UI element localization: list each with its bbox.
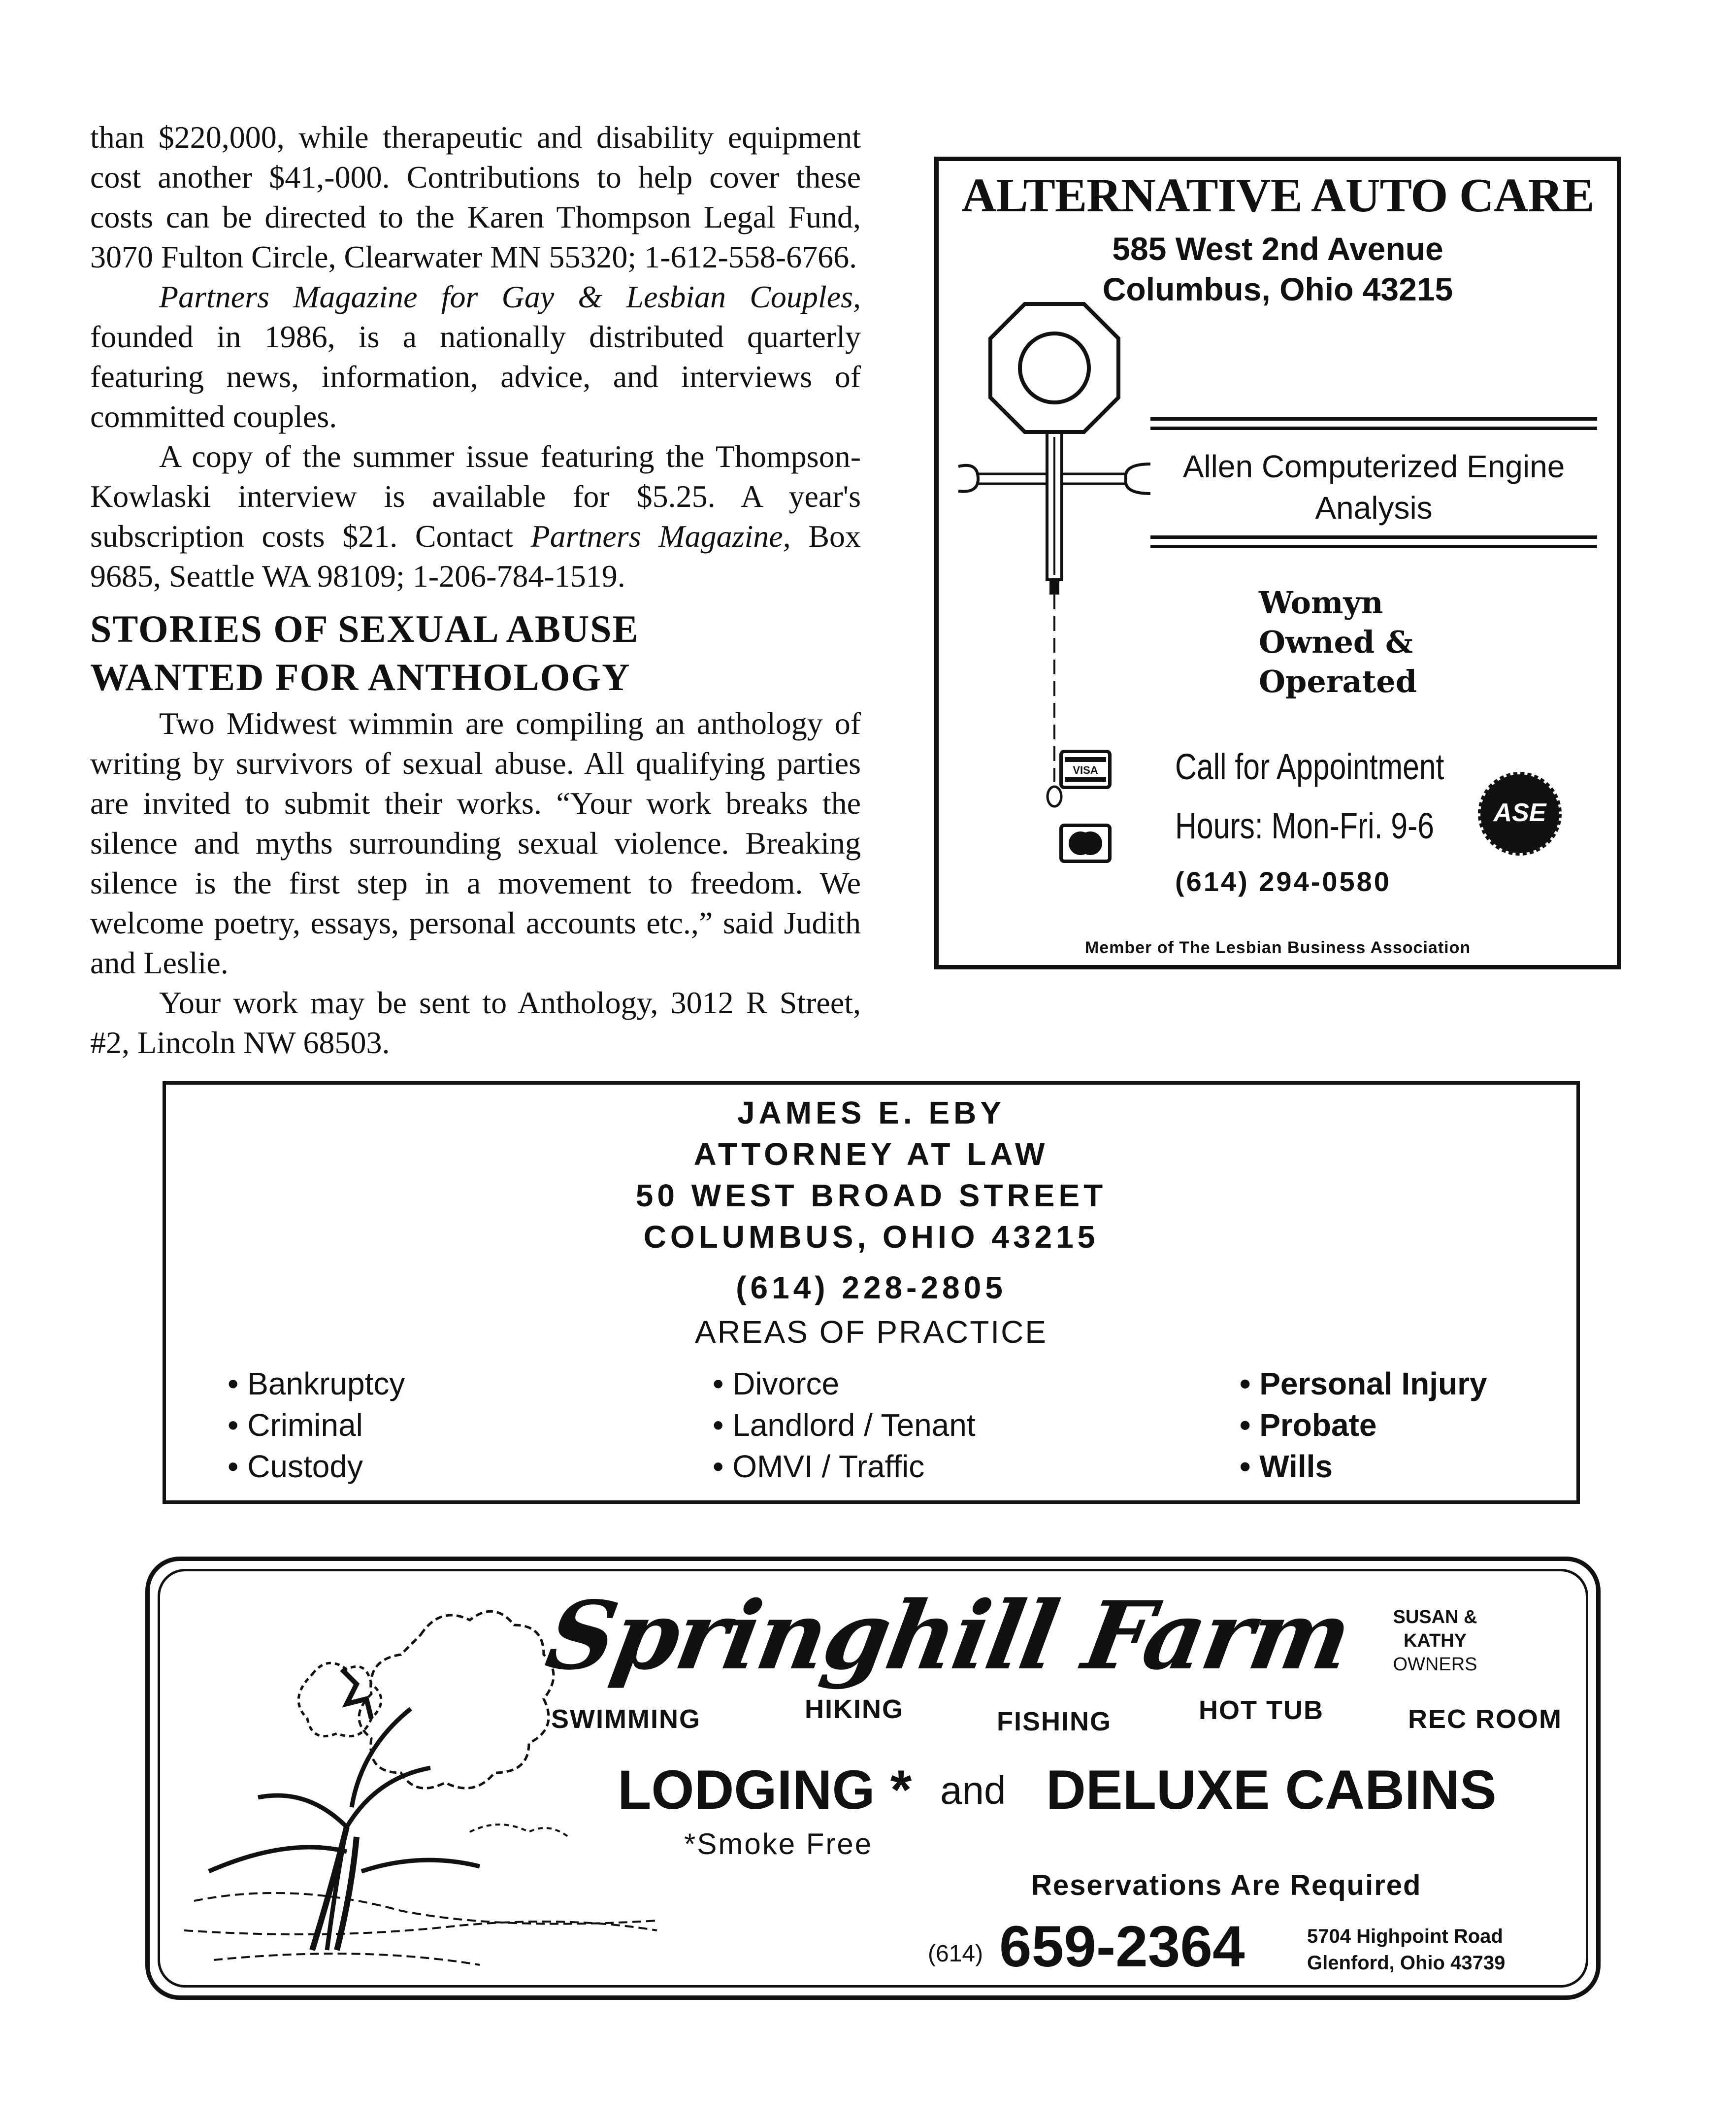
- owner-names: SUSAN & KATHY: [1393, 1607, 1477, 1651]
- headline-line: WANTED FOR ANTHOLOGY: [90, 656, 631, 698]
- farm-owners: [1371, 1605, 1499, 1676]
- divider-rule: [1150, 417, 1597, 430]
- practice-item: • Personal Injury: [1240, 1363, 1487, 1404]
- attorney-name: JAMES E. EBY: [737, 1095, 1006, 1130]
- farm-phone: 659-2364: [999, 1914, 1245, 1979]
- article-text: A copy of the summer issue featuring the Thompson-Kowlaski interview is available for $5.25. A year's subscription costs $21. Contact: [90, 439, 861, 554]
- mastercard-graphic: [1063, 827, 1108, 860]
- article-paragraph: Your work may be sent to Anthology, 3012 R Street, #2, Lincoln NW 68503.: [90, 985, 861, 1060]
- womyn-line: Womyn: [1259, 585, 1383, 621]
- smoke-free-note: *Smoke Free: [684, 1827, 873, 1860]
- mastercard-icon: [1059, 824, 1112, 863]
- attorney-city: COLUMBUS, OHIO 43215: [643, 1219, 1099, 1255]
- ad-address-line: 585 West 2nd Avenue: [1112, 231, 1443, 267]
- practice-list: [713, 1363, 976, 1487]
- practice-item: • Wills: [1240, 1446, 1487, 1487]
- analysis-line: Allen Computerized Engine: [1182, 449, 1565, 484]
- call-line: Call for Appointment: [1175, 746, 1444, 787]
- engine-analysis-text: [1150, 446, 1597, 529]
- womyn-line: Owned &: [1259, 624, 1413, 660]
- address-line: Glenford, Ohio 43739: [1307, 1952, 1506, 1974]
- wrench-key-icon: [949, 299, 1165, 841]
- farm-area-code: (614): [928, 1941, 983, 1967]
- analysis-line: Analysis: [1315, 490, 1433, 526]
- amenity-swimming: SWIMMING: [551, 1704, 701, 1734]
- article-column: [90, 117, 861, 1062]
- lodging-label: LODGING *: [618, 1759, 912, 1821]
- tree-landscape-illustration: [164, 1576, 667, 1985]
- article-paragraph: [90, 436, 861, 596]
- article-paragraph: than $220,000, while therapeutic and disability equipment cost another $41,-000. Contributions to help cover these costs can be directed to the Karen Thompson Legal Fund, 3070 Fulton Circle, Clearwater MN 55320; 1-612-558-6766.: [90, 120, 861, 274]
- article-paragraph: [90, 277, 861, 436]
- magazine-title: Partners Magazine for Gay & Lesbian Couples,: [159, 279, 861, 314]
- amenity-hot-tub: HOT TUB: [1199, 1695, 1324, 1725]
- visa-card-icon: [1059, 750, 1112, 789]
- amenity-rec-room: REC ROOM: [1408, 1704, 1562, 1734]
- practice-list: [1240, 1363, 1487, 1487]
- ad-phone: (614) 294-0580: [1175, 866, 1391, 897]
- amenity-fishing: FISHING: [997, 1707, 1112, 1736]
- ad-address-line: Columbus, Ohio 43215: [1102, 271, 1453, 307]
- practice-item: • OMVI / Traffic: [713, 1446, 976, 1487]
- appointment-text: [1175, 737, 1444, 856]
- article-paragraph: Two Midwest wimmin are compiling an anthology of writing by survivors of sexual abuse. All qualifying parties are invited to submit their works. “Your work breaks the silence and myths surrounding sexual violence. Breaking silence is the first step in a movement to freedom. We welcome poetry, essays, personal accounts etc.,” said Judith and Leslie.: [90, 706, 861, 980]
- reservations-note: Reservations Are Required: [1031, 1869, 1422, 1901]
- practice-item: • Custody: [228, 1446, 405, 1487]
- practice-list: [228, 1363, 405, 1487]
- farm-title: Springhill Farm: [539, 1581, 1358, 1691]
- owners-label: OWNERS: [1393, 1654, 1477, 1675]
- auto-care-ad: [934, 157, 1621, 969]
- attorney-title: ATTORNEY AT LAW: [693, 1136, 1049, 1172]
- ase-label: ASE: [1493, 798, 1546, 827]
- address-line: 5704 Highpoint Road: [1307, 1925, 1503, 1947]
- visa-label: VISA: [1073, 764, 1098, 776]
- article-headline: [90, 605, 861, 701]
- practice-item: • Divorce: [713, 1363, 976, 1404]
- visa-card-graphic: [1063, 753, 1108, 786]
- cabins-label: DELUXE CABINS: [1046, 1759, 1497, 1821]
- practice-item: • Probate: [1240, 1404, 1487, 1446]
- practice-item: • Landlord / Tenant: [713, 1404, 976, 1446]
- divider-rule: [1150, 535, 1597, 548]
- practice-item: • Bankruptcy: [228, 1363, 405, 1404]
- attorney-phone: (614) 228-2805: [736, 1270, 1007, 1305]
- article-text: Box 9685, Seattle WA 98109; 1-206-784-1519.: [90, 519, 861, 594]
- and-label: and: [940, 1768, 1006, 1812]
- ad-title: ALTERNATIVE AUTO CARE: [961, 169, 1594, 222]
- farm-address: [1307, 1923, 1505, 1976]
- springhill-farm-ad: [145, 1557, 1601, 2000]
- ase-seal-icon: [1478, 772, 1562, 856]
- womyn-line: Operated: [1259, 664, 1417, 699]
- magazine-title: Partners Magazine,: [530, 519, 791, 554]
- amenity-hiking: HIKING: [805, 1694, 904, 1724]
- attorney-street: 50 WEST BROAD STREET: [635, 1178, 1107, 1213]
- hours-line: Hours: Mon-Fri. 9-6: [1175, 805, 1435, 846]
- attorney-ad: [163, 1081, 1580, 1504]
- article-text: founded in 1986, is a nationally distributed quarterly featuring news, information, advice, and interviews of committed couples.: [90, 319, 861, 434]
- practice-areas-title: AREAS OF PRACTICE: [695, 1314, 1048, 1350]
- member-note: Member of The Lesbian Business Association: [1084, 938, 1471, 957]
- practice-item: • Criminal: [228, 1404, 405, 1446]
- headline-line: STORIES OF SEXUAL ABUSE: [90, 607, 639, 650]
